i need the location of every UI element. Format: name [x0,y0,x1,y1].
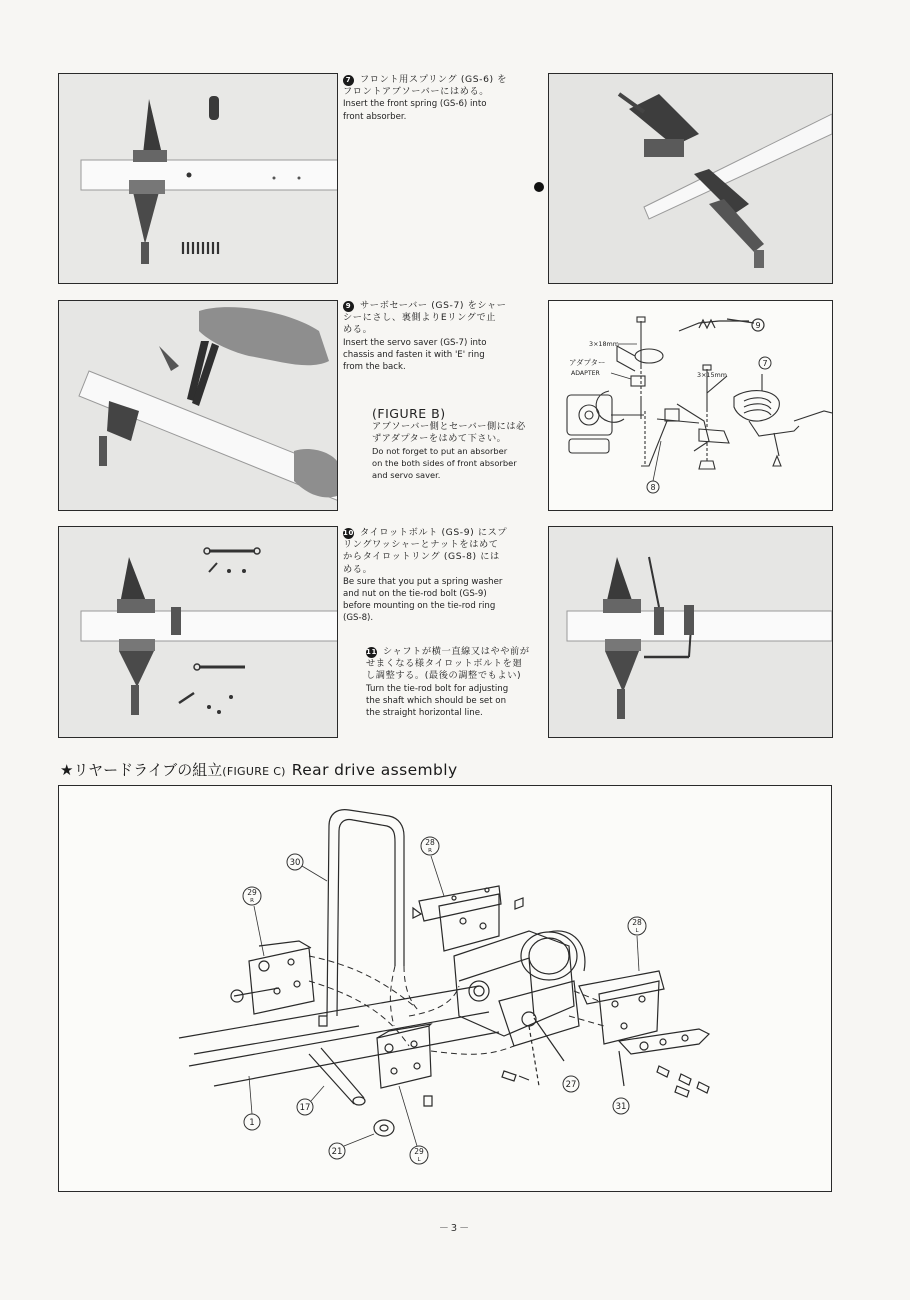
figc-label-31: 31 [615,1102,627,1112]
figc-label-28-r: R [428,848,432,854]
figure-b-en-line2: on the both sides of front absorber [372,458,517,468]
step10-text [343,527,543,625]
step7-en-line2: front absorber. [343,111,407,122]
step9-jp-line2: シーにさし、裏側よりEリングで止 [343,312,497,324]
figc-label-29-r: R [250,898,254,904]
step10-jp-line2: リングワッシャーとナットをはめて [343,539,499,551]
figure-b-diagram [548,300,833,511]
figc-label-28-right: 28 [632,918,642,927]
step10-number: 10 [343,529,354,537]
figb-label-screw2: 3×15mm [697,371,728,379]
section-heading-rear-drive [60,759,458,780]
figure-b-en-line3: and servo saver. [372,470,441,480]
step7-en-line1: Insert the front spring (GS-6) into [343,99,487,110]
section-figure-ref: (FIGURE C) [222,765,286,778]
page-number: －3－ [438,1223,472,1234]
step9-en-line3: from the back. [343,362,406,373]
step11-number: 11 [366,648,377,656]
step11-jp-line1: 11 シャフトが横一直線又はやや前が [366,646,530,657]
step9-en-line2: chassis and fasten it with 'E' ring [343,349,485,360]
assembled-steering-photo [549,527,832,737]
figc-label-29: 29 [247,888,257,897]
figc-label-21: 21 [331,1147,343,1157]
step9-jp-line1: 9 サーボセーバー (GS-7) をシャー [343,300,538,312]
step11-jp-line2: せまくなる様タイロットボルトを廻 [366,658,523,670]
step11-jp-line3: し調整する。(最後の調整でもよい) [366,670,522,682]
figc-label-30: 30 [289,858,301,868]
step10-jp-line1: 10 タイロットボルト (GS-9) にスプ [343,527,508,538]
step8-photo [549,74,832,283]
figc-label-28-l: L [635,928,639,934]
photo-step11-assembled [548,526,833,738]
step8-marker [534,182,544,192]
step10-en-line2: and nut on the tie-rod bolt (GS-9) [343,589,487,600]
figb-label-adapter-jp: アダプター [569,358,606,367]
figb-label-adapter-en: ADAPTER [571,370,600,377]
figc-label-27: 27 [565,1080,577,1090]
step9-text [343,300,538,373]
figc-label-1: 1 [249,1118,255,1128]
figc-label-28-top: 28 [425,838,435,847]
section-star: ★ [60,761,74,779]
figb-label-8: 8 [650,483,656,492]
step11-text [366,646,546,719]
step7-jp-line2: フロントアブソーバーにはめる。 [343,86,490,98]
figure-b-text [372,421,526,481]
photo-step9-servo-saver [58,300,338,511]
figb-label-9: 9 [755,321,761,330]
step7-text [343,74,533,123]
step10-en-line4: (GS-8). [343,613,374,624]
figc-label-17: 17 [299,1103,311,1113]
step10-jp-line4: める。 [343,563,373,575]
figure-b-title: (FIGURE B) [372,406,446,421]
step7-number: 7 [343,75,354,86]
step10-en-line1: Be sure that you put a spring washer [343,576,503,587]
step7-jp-line1: 7 フロント用スプリング (GS-6) を [343,74,533,86]
tie-rod-parts-photo [59,527,337,737]
step11-en-line1: Turn the tie-rod bolt for adjusting [366,683,509,694]
figb-label-7: 7 [762,359,768,368]
step9-en-line1: Insert the servo saver (GS-7) into [343,337,487,348]
figc-label-29-l: L [417,1157,421,1163]
figure-c-rear-drive-diagram [58,785,832,1192]
step9-jp-line3: める。 [343,324,373,336]
section-title-jp: リヤードライブの組立 [73,761,223,779]
step9-number: 9 [343,301,354,312]
figc-label-29-lower: 29 [414,1147,424,1156]
photo-step8 [548,73,833,284]
step10-jp-line3: からタイロットリング (GS-8) には [343,551,500,563]
step10-en-line3: before mounting on the tie-rod ring [343,601,496,612]
figb-label-screw1: 3×18mm [589,340,620,348]
step11-en-line3: the straight horizontal line. [366,708,483,719]
photo-step10-tie-rod-parts [58,526,338,738]
figure-b-en-line1: Do not forget to put an absorber [372,446,508,456]
front-spring-photo [59,74,337,283]
servo-saver-photo [59,301,337,510]
figure-b-jp-line2: ずアダプターをはめて下さい。 [372,433,507,444]
figure-b-jp-line1: アブソーバー側とセーバー側には必 [372,421,526,432]
section-title-en: Rear drive assembly [291,761,458,779]
rear-drive-exploded-view [59,786,831,1191]
photo-step7-front-spring [58,73,338,284]
step11-en-line2: the shaft which should be set on [366,695,507,706]
figure-b-drawing [549,301,832,510]
